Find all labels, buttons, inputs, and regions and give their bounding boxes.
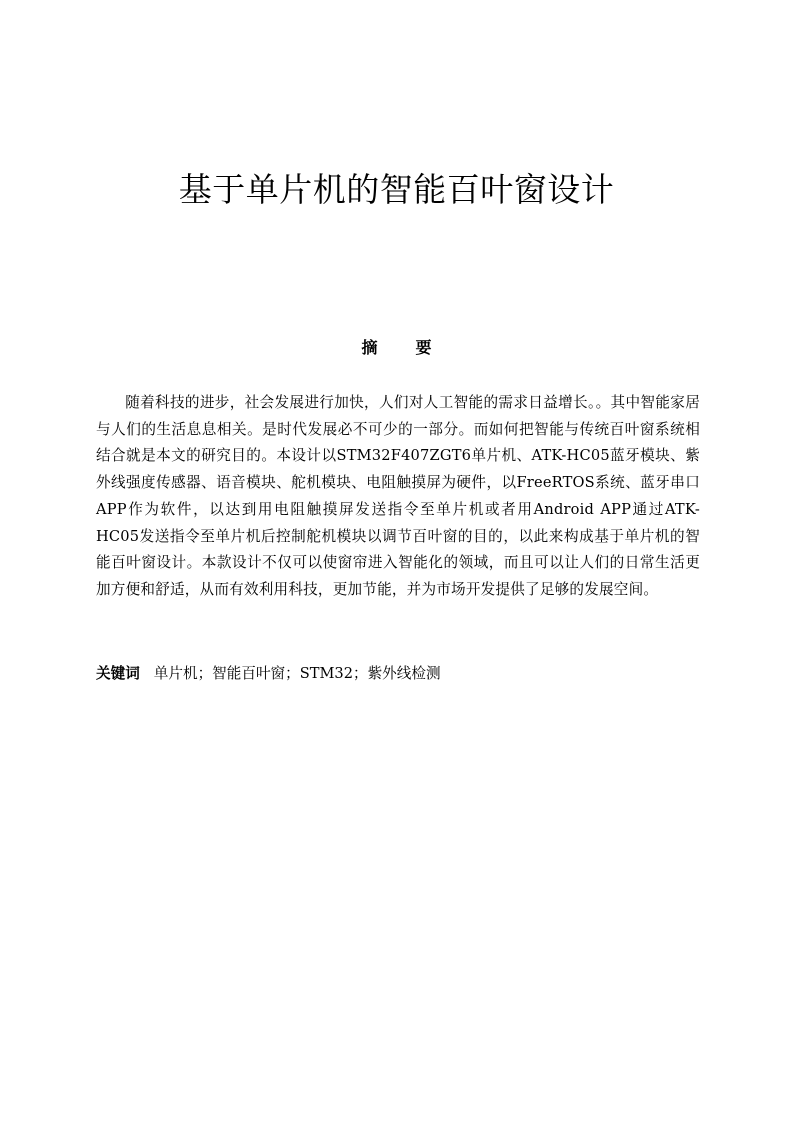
abstract-body: 随着科技的进步，社会发展进行加快，人们对人工智能的需求日益增长。。其中智能家居与人们的生活息息相关。是时代发展必不可少的一部分。而如何把智能与传统百叶窗系统相结合就是本文的研究目的。本设计以STM32F407ZGT6单片机、ATK-HC05蓝牙模块、紫外线强度传感器、语音模块、舵机模块、电阻触摸屏为硬件，以FreeRTOS系统、蓝牙串口APP作为软件，以达到用电阻触摸屏发送指令至单片机或者用Android APP通过ATK-HC05发送指令至单片机后控制舵机模块以调节百叶窗的目的，以此来构成基于单片机的智能百叶窗设计。本款设计不仅可以使窗帘进入智能化的领域，而且可以让人们的日常生活更加方便和舒适，从而有效利用科技，更加节能，并为市场开发提供了足够的发展空间。 bbox=[96, 394, 700, 598]
keywords-label: 关键词 bbox=[96, 665, 140, 682]
keywords-line bbox=[96, 662, 700, 686]
keywords-value: 单片机；智能百叶窗；STM32；紫外线检测 bbox=[153, 665, 441, 682]
paper-title: 基于单片机的智能百叶窗设计 bbox=[178, 170, 615, 209]
abstract-heading-char-2: 要 bbox=[415, 338, 432, 357]
abstract-heading bbox=[0, 337, 793, 359]
abstract-heading-char-1: 摘 bbox=[361, 338, 378, 357]
